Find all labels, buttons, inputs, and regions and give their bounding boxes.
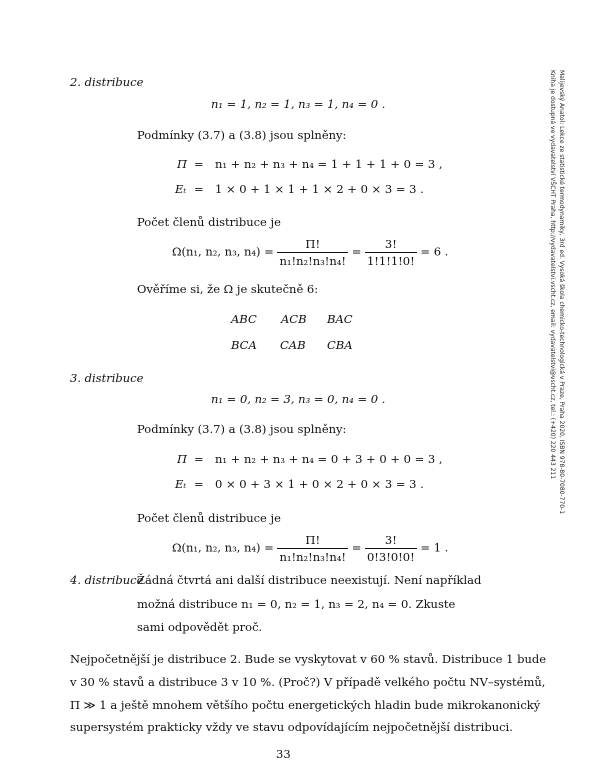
dist3-frac1-den: n₁!n₂!n₃!n₄!: [279, 550, 347, 564]
dist4-line2: možná distribuce n₁ = 0, n₂ = 1, n₃ = 2, n₄ = 0. Zkuste: [137, 597, 456, 611]
page-number: 33: [276, 747, 291, 761]
dist2-e-lhs: Eₜ: [175, 182, 187, 196]
perm-item: BCA: [231, 338, 257, 352]
dist2-verify: Ověříme si, že Ω je skutečně 6:: [137, 282, 319, 296]
perm-item: ACB: [281, 312, 307, 326]
dist3-frac1-num: Π!: [277, 533, 348, 549]
dist3-ns: n₁ = 0, n₂ = 3, n₃ = 0, n₄ = 0 .: [211, 392, 386, 406]
dist4-label: 4. distribuce: [70, 573, 144, 587]
dist4-line1: Žádná čtvrtá ani další distribuce neexistují. Není například: [137, 573, 482, 587]
dist2-omega: [172, 237, 448, 268]
conclusion-line2: v 30 % stavů a distribuce 3 v 10 %. (Proč?) V případě velkého počtu NV–systémů,: [70, 675, 546, 689]
conclusion-line4: supersystém prakticky vždy ve stavu odpovídajícím nejpočetnější distribuci.: [70, 720, 513, 734]
dist2-label: 2. distribuce: [70, 75, 144, 89]
dist3-label: 3. distribuce: [70, 371, 144, 385]
dist2-e-eq: =: [194, 182, 204, 196]
dist2-frac2-num: 3!: [365, 237, 417, 253]
dist2-frac1: [277, 237, 348, 268]
perm-item: ABC: [231, 312, 257, 326]
dist2-conditions: Podmínky (3.7) a (3.8) jsou splněny:: [137, 128, 347, 142]
dist2-frac2: [365, 237, 417, 268]
side-note-line2: Kniha je dostupná ve vydavatelství VŠCHT Praha, http://vydavatelstvi.vscht.cz, email: vydavatelstvi@vscht.cz, tel.: (+420) 220 443 211: [549, 70, 556, 480]
dist3-eq: =: [351, 540, 362, 555]
dist3-count: Počet členů distribuce je: [137, 511, 281, 525]
dist2-ns: n₁ = 1, n₂ = 1, n₃ = 1, n₄ = 0 .: [211, 97, 386, 111]
dist3-e-lhs: Eₜ: [175, 477, 187, 491]
dist3-e-eq: =: [194, 477, 204, 491]
dist3-pi-rhs: n₁ + n₂ + n₃ + n₄ = 0 + 3 + 0 + 0 = 3 ,: [215, 452, 443, 466]
dist2-pi-rhs: n₁ + n₂ + n₃ + n₄ = 1 + 1 + 1 + 0 = 3 ,: [215, 157, 443, 171]
dist2-omega-lhs: Ω(n₁, n₂, n₃, n₄) =: [172, 244, 274, 259]
side-note: [505, 70, 585, 550]
dist2-pi-eq: =: [194, 157, 204, 171]
dist3-e-rhs: 0 × 0 + 3 × 1 + 0 × 2 + 0 × 3 = 3 .: [215, 477, 424, 491]
dist3-conditions: Podmínky (3.7) a (3.8) jsou splněny:: [137, 422, 347, 436]
dist2-pi-lhs: Π: [177, 157, 188, 171]
side-note-line1: Malijevský Anatol: Lekce ze statistické termodynamiky, 3rd ed. Vysoká škola chemicko-technologická v Praze, Praha 2020, ISBN 978-80-7080-770-1: [558, 70, 565, 515]
perm-item: CAB: [280, 338, 306, 352]
dist2-e-rhs: 1 × 0 + 1 × 1 + 1 × 2 + 0 × 3 = 3 .: [215, 182, 424, 196]
dist4-line3: sami odpovědět proč.: [137, 620, 263, 634]
dist2-eq: =: [351, 244, 362, 259]
perm-item: BAC: [327, 312, 353, 326]
dist3-omega: [172, 533, 448, 564]
dist3-omega-lhs: Ω(n₁, n₂, n₃, n₄) =: [172, 540, 274, 555]
dist2-frac1-den: n₁!n₂!n₃!n₄!: [279, 254, 347, 268]
dist3-frac2-num: 3!: [365, 533, 417, 549]
dist3-frac2-den: 0!3!0!0!: [366, 550, 415, 564]
conclusion-line1: Nejpočetnější je distribuce 2. Bude se vyskytovat v 60 % stavů. Distribuce 1 bude: [70, 652, 547, 666]
dist2-frac1-num: Π!: [277, 237, 348, 253]
dist3-frac2: [365, 533, 417, 564]
dist2-omega-result: = 6 .: [420, 244, 449, 259]
dist2-frac2-den: 1!1!1!0!: [366, 254, 415, 268]
perm-item: CBA: [327, 338, 353, 352]
dist2-count: Počet členů distribuce je: [137, 215, 281, 229]
dist3-pi-eq: =: [194, 452, 204, 466]
conclusion-line3: Π ≫ 1 a ještě mnohem většího počtu energetických hladin bude mikrokanonický: [70, 698, 541, 712]
dist3-frac1: [277, 533, 348, 564]
dist3-pi-lhs: Π: [177, 452, 188, 466]
dist3-omega-result: = 1 .: [420, 540, 449, 555]
